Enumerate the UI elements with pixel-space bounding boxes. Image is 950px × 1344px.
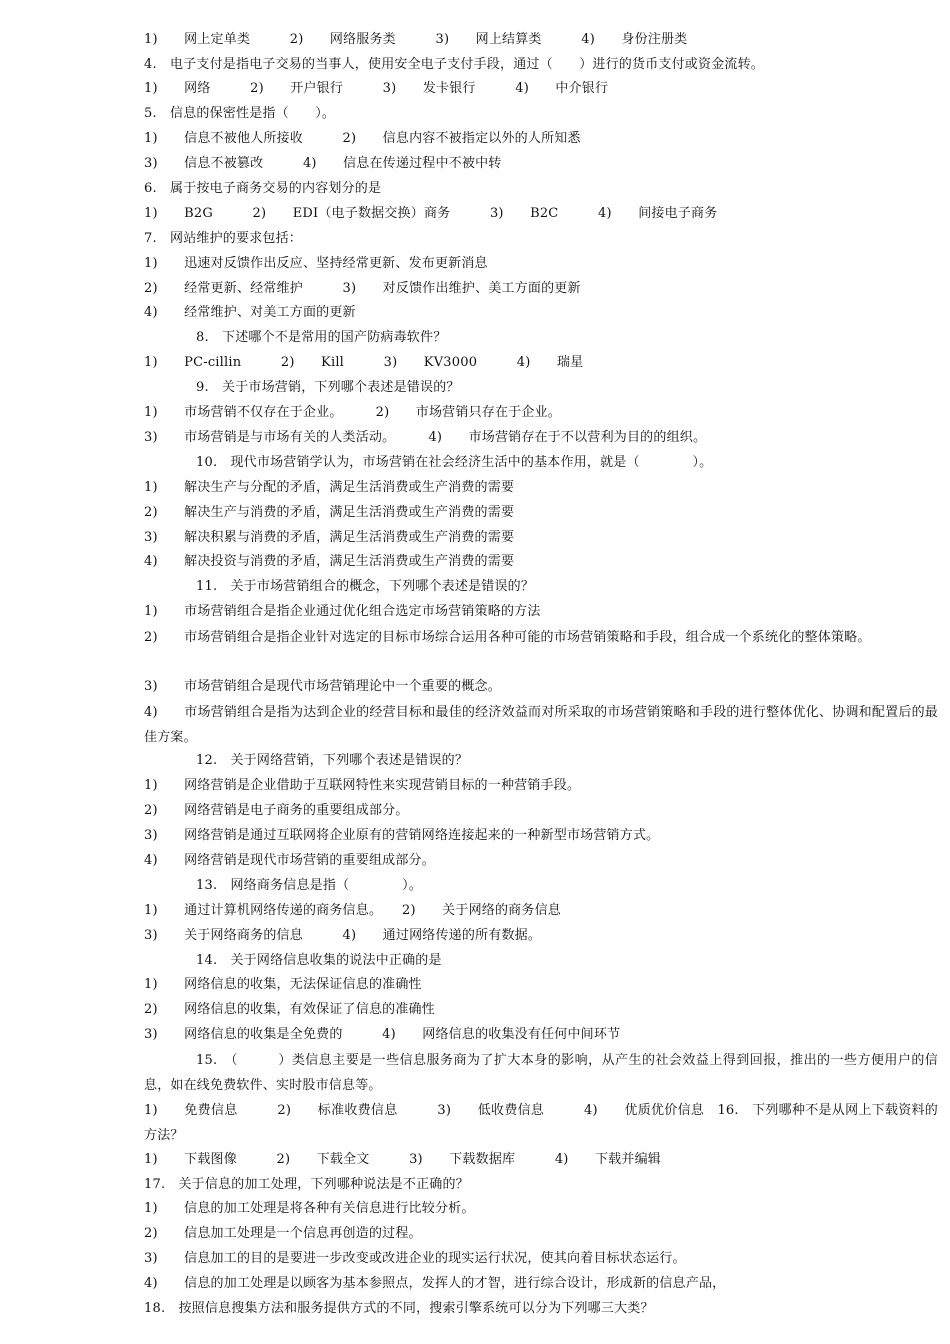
option-line: 1) 信息的加工处理是将各种有关信息进行比较分析。 — [144, 1201, 475, 1216]
option-line: 3) 信息不被篡改 4) 信息在传递过程中不被中转 — [144, 156, 502, 171]
option-line: 1) 迅速对反馈作出反应、坚持经常更新、发布更新消息 — [144, 256, 488, 271]
option-line: 4) 信息的加工处理是以顾客为基本参照点，发挥人的才智，进行综合设计，形成新的信息产品， — [144, 1276, 726, 1291]
option-line: 2) 解决生产与消费的矛盾，满足生活消费或生产消费的需要 — [144, 505, 515, 520]
option-line-wrapped: 4) 市场营销组合是指为达到企业的经营目标和最佳的经济效益而对所采取的市场营销策略和手段的进行整体优化、协调和配置后的最佳方案。 — [144, 705, 938, 745]
option-line: 3) 信息加工的目的是要进一步改变或改进企业的现实运行状况，使其向着目标状态运行。 — [144, 1251, 686, 1266]
option-line: 3) 关于网络商务的信息 4) 通过网络传递的所有数据。 — [144, 928, 542, 943]
option-line: 1) 信息不被他人所接收 2) 信息内容不被指定以外的人所知悉 — [144, 131, 581, 146]
question-10: 10. 现代市场营销学认为，市场营销在社会经济生活中的基本作用，就是（ ）。 — [196, 455, 713, 470]
option-line: 1) 通过计算机网络传递的商务信息。 2) 关于网络的商务信息 — [144, 903, 561, 918]
question-7: 7. 网站维护的要求包括： — [144, 231, 303, 246]
option-line: 3) 市场营销是与市场有关的人类活动。 4) 市场营销存在于不以营利为目的的组织。 — [144, 430, 707, 445]
option-line: 4) 网络营销是现代市场营销的重要组成部分。 — [144, 853, 435, 868]
option-line: 3) 市场营销组合是现代市场营销理论中一个重要的概念。 — [144, 679, 501, 694]
option-line: 4) 解决投资与消费的矛盾，满足生活消费或生产消费的需要 — [144, 554, 515, 569]
option-line-wrapped: 1) 免费信息 2) 标准收费信息 3) 低收费信息 4) 优质优价信息 16. 下列哪种不是从网上下载资料的方法？ — [144, 1103, 938, 1143]
option-line: 1) 下载图像 2) 下载全文 3) 下载数据库 4) 下载并编辑 — [144, 1152, 661, 1167]
question-17: 17. 关于信息的加工处理，下列哪种说法是不正确的？ — [144, 1177, 469, 1192]
option-line: 2) 经常更新、经常维护 3) 对反馈作出维护、美工方面的更新 — [144, 281, 581, 296]
option-line: 2) 信息加工处理是一个信息再创造的过程。 — [144, 1226, 422, 1241]
option-line: 3) 网络营销是通过互联网将企业原有的营销网络连接起来的一种新型市场营销方式。 — [144, 828, 660, 843]
question-15: 15. （ ）类信息主要是一些信息服务商为了扩大本身的影响，从产生的社会效益上得到回报，推出的一些方便用户的信息，如在线免费软件、实时股市信息等。 — [144, 1053, 938, 1093]
option-line: 2) 网络营销是电子商务的重要组成部分。 — [144, 803, 409, 818]
question-11: 11. 关于市场营销组合的概念，下列哪个表述是错误的？ — [196, 579, 535, 594]
option-line: 1) 解决生产与分配的矛盾，满足生活消费或生产消费的需要 — [144, 480, 515, 495]
question-14: 14. 关于网络信息收集的说法中正确的是 — [196, 953, 442, 968]
option-line: 1) PC-cillin 2) Kill 3) KV3000 4) 瑞星 — [144, 355, 584, 370]
question-9: 9. 关于市场营销，下列哪个表述是错误的？ — [196, 380, 460, 395]
option-line: 1) 市场营销组合是指企业通过优化组合选定市场营销策略的方法 — [144, 604, 541, 619]
question-12: 12. 关于网络营销，下列哪个表述是错误的？ — [196, 753, 469, 768]
option-line: 2) 网络信息的收集，有效保证了信息的准确性 — [144, 1002, 435, 1017]
question-4: 4. 电子支付是指电子交易的当事人，使用安全电子支付手段，通过（ ）进行的货币支付或资金流转。 — [144, 57, 765, 72]
question-8: 8. 下述哪个不是常用的国产防病毒软件？ — [196, 330, 447, 345]
option-line-wrapped: 2) 市场营销组合是指企业针对选定的目标市场综合运用各种可能的市场营销策略和手段，组合成一个系统化的整体策略。 — [144, 630, 871, 645]
option-line: 1) B2G 2) EDI（电子数据交换）商务 3) B2C 4) 间接电子商务 — [144, 206, 718, 221]
question-5: 5. 信息的保密性是指（ ）。 — [144, 106, 336, 121]
question-18: 18. 按照信息搜集方法和服务提供方式的不同，搜索引擎系统可以分为下列哪三大类？ — [144, 1301, 654, 1316]
option-line: 3) 解决积累与消费的矛盾，满足生活消费或生产消费的需要 — [144, 530, 515, 545]
question-13: 13. 网络商务信息是指（ ）。 — [196, 878, 422, 893]
option-line: 1) 市场营销不仅存在于企业。 2) 市场营销只存在于企业。 — [144, 405, 561, 420]
option-line: 1) 网络 2) 开户银行 3) 发卡银行 4) 中介银行 — [144, 81, 609, 96]
option-line: 1) 网络营销是企业借助于互联网特性来实现营销目标的一种营销手段。 — [144, 778, 581, 793]
option-line: 1) 网络信息的收集，无法保证信息的准确性 — [144, 977, 422, 992]
option-line: 4) 经常维护、对美工方面的更新 — [144, 305, 356, 320]
option-line: 1) 网上定单类 2) 网络服务类 3) 网上结算类 4) 身份注册类 — [144, 32, 688, 47]
option-line: 3) 网络信息的收集是全免费的 4) 网络信息的收集没有任何中间环节 — [144, 1027, 621, 1042]
question-6: 6. 属于按电子商务交易的内容划分的是 — [144, 181, 382, 196]
